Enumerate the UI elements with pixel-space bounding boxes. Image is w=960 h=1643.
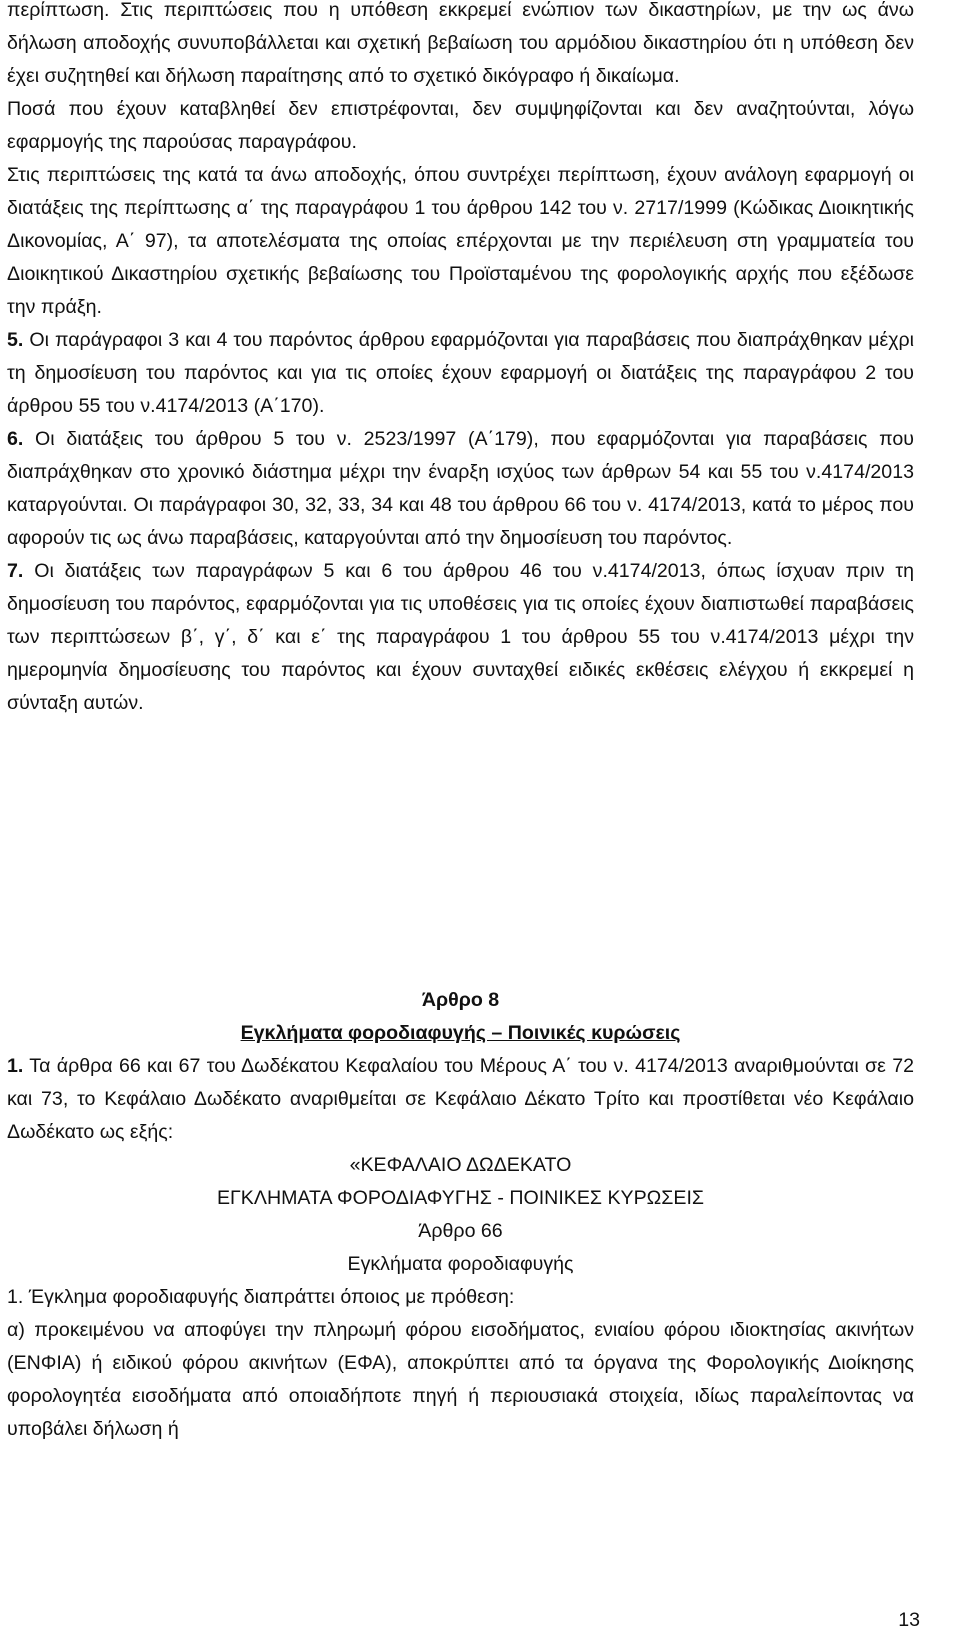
- paragraph-text: Ποσά που έχουν καταβληθεί δεν επιστρέφονται, δεν συμψηφίζονται και δεν αναζητούνται, λόγω εφαρμογής της παρούσας παραγράφου.: [7, 98, 914, 153]
- paragraph-text: Οι παράγραφοι 3 και 4 του παρόντος άρθρου εφαρμόζονται για παραβάσεις που διαπράχθηκαν μέχρι τη δημοσίευση του παρόντος και για τις οποίες έχουν εφαρμογή οι διατάξεις της παραγράφου 2 του άρθρου 55 του ν.4174/2013 (Α΄170).: [7, 329, 914, 417]
- chapter-heading: «ΚΕΦΑΛΑΙΟ ΔΩΔΕΚΑΤΟ: [349, 1154, 572, 1176]
- paragraph-text: Τα άρθρα 66 και 67 του Δωδέκατου Κεφαλαίου του Μέρους Α΄ του ν. 4174/2013 αναριθμούνται σε 72 και 73, το Κεφάλαιο Δωδέκατο αναριθμείται σε Κεφάλαιο Δέκατο Τρίτο και προστίθεται νέο Κεφάλαιο Δωδέκατο ως εξής:: [7, 1055, 914, 1143]
- chapter-title: ΕΓΚΛΗΜΑΤΑ ΦΟΡΟΔΙΑΦΥΓΗΣ - ΠΟΙΝΙΚΕΣ ΚΥΡΩΣΕΙΣ: [216, 1187, 705, 1209]
- paragraph-5: [7, 324, 914, 423]
- page-number: 13: [898, 1609, 920, 1631]
- paragraph-number: 5.: [7, 329, 24, 351]
- paragraph-7: [7, 555, 914, 720]
- paragraph-text: 1. Έγκλημα φοροδιαφυγής διαπράττει όποιος με πρόθεση:: [7, 1286, 515, 1308]
- paragraph-1: [7, 1050, 914, 1149]
- paragraph-text: περίπτωση. Στις περιπτώσεις που η υπόθεση εκκρεμεί ενώπιον των δικαστηρίων, με την ως άνω δήλωση αποδοχής συνυποβάλλεται και σχετική βεβαίωση του αρμόδιου δικαστηρίου ότι η υπόθεση δεν έχει συζητηθεί και δήλωση παραίτησης από το σχετικό δικόγραφο ή δικαίωμα.: [7, 0, 914, 87]
- article-heading: Άρθρο 8: [421, 989, 500, 1011]
- paragraph: [7, 159, 914, 324]
- paragraph: [7, 1314, 914, 1446]
- paragraph-text: Στις περιπτώσεις της κατά τα άνω αποδοχής, όπου συντρέχει περίπτωση, έχουν ανάλογη εφαρμογή οι διατάξεις της περίπτωσης α΄ της παραγράφου 1 του άρθρου 142 του ν. 2717/1999 (Κώδικας Διοικητικής Δικονομίας, Α΄ 97), τα αποτελέσματα της οποίας επέρχονται με την περιέλευση στη γραμματεία του Διοικητικού Δικαστηρίου σχετικής βεβαίωσης του Προϊσταμένου της φορολογικής αρχής που εξέδωσε την πράξη.: [7, 164, 914, 318]
- article-title: Εγκλήματα φοροδιαφυγής – Ποινικές κυρώσεις: [240, 1022, 681, 1044]
- paragraph-text: Οι διατάξεις του άρθρου 5 του ν. 2523/1997 (Α΄179), που εφαρμόζονται για παραβάσεις που διαπράχθηκαν στο χρονικό διάστημα μέχρι την έναρξη ισχύος των άρθρων 54 και 55 του ν.4174/2013 καταργούνται. Οι παράγραφοι 30, 32, 33, 34 και 48 του άρθρου 66 του ν. 4174/2013, κατά το μέρος που αφορούν τις ως άνω παραβάσεις, καταργούνται από την δημοσίευση του παρόντος.: [7, 428, 914, 549]
- paragraph-text: Οι διατάξεις των παραγράφων 5 και 6 του άρθρου 46 του ν.4174/2013, όπως ίσχυαν πριν τη δημοσίευση του παρόντος, εφαρμόζονται για τις υποθέσεις για τις οποίες έχουν διαπιστωθεί παραβάσεις των περιπτώσεων β΄, γ΄, δ΄ και ε΄ της παραγράφου 1 του άρθρου 55 του ν.4174/2013 μέχρι την ημερομηνία δημοσίευσης του παρόντος και έχουν συνταχθεί ειδικές εκθέσεις ελέγχου ή εκκρεμεί η σύνταξη αυτών.: [7, 560, 914, 714]
- paragraph-number: 1.: [7, 1055, 24, 1077]
- paragraph-number: 6.: [7, 428, 24, 450]
- paragraph: [7, 1281, 914, 1314]
- article-block: [7, 984, 914, 1446]
- paragraph-text: α) προκειμένου να αποφύγει την πληρωμή φόρου εισοδήματος, ενιαίου φόρου ιδιοκτησίας ακινήτων (ΕΝΦΙΑ) ή ειδικού φόρου ακινήτων (ΕΦΑ), αποκρύπτει από τα όργανα της Φορολογικής Διοίκησης φορολογητέα εισοδήματα από οποιαδήποτε πηγή ή περιουσιακά στοιχεία, ιδίως παραλείποντας να υποβάλει δήλωση ή: [7, 1319, 914, 1440]
- paragraph: [7, 0, 914, 93]
- document-body: [7, 0, 914, 720]
- sub-article-heading: Άρθρο 66: [418, 1220, 503, 1242]
- sub-article-title: Εγκλήματα φοροδιαφυγής: [347, 1253, 574, 1275]
- paragraph: [7, 93, 914, 159]
- paragraph-6: [7, 423, 914, 555]
- paragraph-number: 7.: [7, 560, 24, 582]
